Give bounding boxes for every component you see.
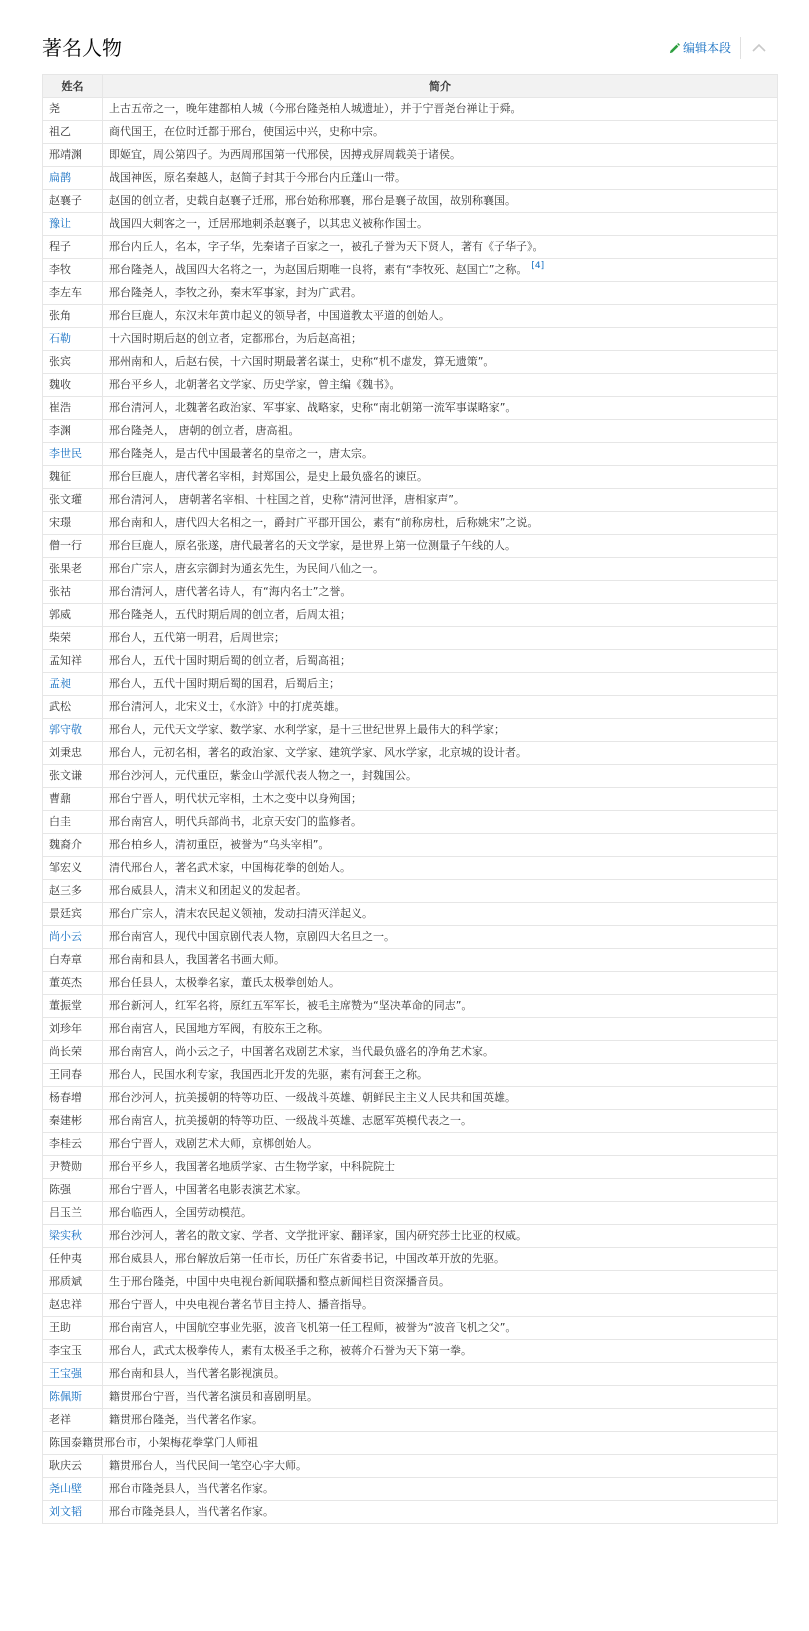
- table-row: [43, 673, 778, 696]
- table-row: [43, 972, 778, 995]
- person-name: 白寿章: [43, 949, 103, 972]
- person-intro: [103, 328, 778, 351]
- person-intro: [103, 259, 778, 282]
- table-row: [43, 581, 778, 604]
- person-intro: [103, 374, 778, 397]
- person-name: 吕玉兰: [43, 1202, 103, 1225]
- table-row: [43, 926, 778, 949]
- person-intro-text: 邢台清河人，北魏著名政治家、军事家、战略家，史称“南北朝第一流军事谋略家”。: [109, 401, 517, 414]
- person-intro: [103, 535, 778, 558]
- person-intro-text: 邢台南宫人，民国地方军阀，有胶东王之称。: [109, 1022, 329, 1035]
- person-name: 尧: [43, 98, 103, 121]
- person-intro: [103, 1409, 778, 1432]
- person-intro-text: 邢台沙河人，抗美援朝的特等功臣、一级战斗英雄、朝鲜民主主义人民共和国英雄。: [109, 1091, 516, 1104]
- table-header-row: [43, 75, 778, 98]
- person-intro-text: 邢台南和县人，我国著名书画大师。: [109, 953, 285, 966]
- table-row: [43, 167, 778, 190]
- table-row: [43, 788, 778, 811]
- person-name: 老祥: [43, 1409, 103, 1432]
- person-intro: [103, 1317, 778, 1340]
- person-intro-text: 邢台广宗人，唐玄宗御封为通玄先生，为民间八仙之一。: [109, 562, 384, 575]
- person-intro: [103, 1202, 778, 1225]
- person-intro: [103, 926, 778, 949]
- table-row: [43, 213, 778, 236]
- table-row: [43, 857, 778, 880]
- table-row: [43, 1110, 778, 1133]
- person-intro-text: 邢台人，元代天文学家、数学家、水利学家，是十三世纪世界上最伟大的科学家；: [109, 723, 505, 736]
- person-name: 程子: [43, 236, 103, 259]
- person-name: 宋璟: [43, 512, 103, 535]
- person-intro-text: 邢台广宗人，清末农民起义领袖，发动扫清灭洋起义。: [109, 907, 373, 920]
- person-intro: [103, 1340, 778, 1363]
- person-name: 崔浩: [43, 397, 103, 420]
- person-intro-text: 邢台南和县人，当代著名影视演员。: [109, 1367, 285, 1380]
- person-intro: [103, 742, 778, 765]
- table-row: [43, 1248, 778, 1271]
- person-intro-text: 邢台威县人，邢台解放后第一任市长，历任广东省委书记，中国改革开放的先驱。: [109, 1252, 505, 1265]
- table-row: [43, 834, 778, 857]
- table-row: [43, 259, 778, 282]
- person-name: 孟知祥: [43, 650, 103, 673]
- person-intro-text: 邢台任县人，太极拳名家，董氏太极拳创始人。: [109, 976, 340, 989]
- person-intro-text: 邢台南宫人，现代中国京剧代表人物，京剧四大名旦之一。: [109, 930, 395, 943]
- table-row: [43, 1455, 778, 1478]
- person-name: 邹宏义: [43, 857, 103, 880]
- person-intro-text: 邢台巨鹿人，唐代著名宰相，封郑国公，是史上最负盛名的谏臣。: [109, 470, 428, 483]
- person-name: 魏收: [43, 374, 103, 397]
- table-row: [43, 1087, 778, 1110]
- person-intro: [103, 880, 778, 903]
- famous-people-table-container: [42, 74, 777, 1524]
- table-row: [43, 374, 778, 397]
- table-row: [43, 1478, 778, 1501]
- table-row: [43, 765, 778, 788]
- person-intro-text: 邢台宁晋人，戏剧艺术大师，京梆创始人。: [109, 1137, 318, 1150]
- table-row: [43, 420, 778, 443]
- table-row: [43, 190, 778, 213]
- person-intro-text: 邢台南和人，唐代四大名相之一，爵封广平郡开国公，素有“前称房杜，后称姚宋”之说。: [109, 516, 539, 529]
- table-body: [43, 98, 778, 1524]
- table-row: [43, 466, 778, 489]
- header-intro: 简介: [103, 75, 778, 98]
- table-row: [43, 650, 778, 673]
- person-name: 张文瓘: [43, 489, 103, 512]
- table-row: [43, 1133, 778, 1156]
- person-intro-text: 邢台清河人， 唐朝著名宰相、十柱国之首，史称“清河世泽，唐相家声”。: [109, 493, 465, 506]
- person-intro-text: 邢台人，五代第一明君，后周世宗；: [109, 631, 285, 644]
- person-name-link[interactable]: 尚小云: [43, 926, 103, 949]
- header-name: 姓名: [43, 75, 103, 98]
- person-name-link[interactable]: 尧山壁: [43, 1478, 103, 1501]
- person-name: 祖乙: [43, 121, 103, 144]
- person-intro-text: 邢台沙河人，著名的散文家、学者、文学批评家、翻译家，国内研究莎士比亚的权威。: [109, 1229, 527, 1242]
- table-row: [43, 995, 778, 1018]
- person-name: 张果老: [43, 558, 103, 581]
- person-intro: [103, 1110, 778, 1133]
- person-name: 张文谦: [43, 765, 103, 788]
- person-intro-text: 邢台宁晋人，中央电视台著名节目主持人、播音指导。: [109, 1298, 373, 1311]
- citation-link[interactable]: [4]: [531, 261, 545, 272]
- person-name: 李渊: [43, 420, 103, 443]
- table-row: [43, 1179, 778, 1202]
- person-name-link[interactable]: 李世民: [43, 443, 103, 466]
- person-intro: [103, 1455, 778, 1478]
- person-intro: [103, 834, 778, 857]
- person-name-link[interactable]: 孟昶: [43, 673, 103, 696]
- person-intro-text: 商代国王，在位时迁都于邢台，使国运中兴，史称中宗。: [109, 125, 384, 138]
- person-intro-text: 邢台威县人，清末义和团起义的发起者。: [109, 884, 307, 897]
- table-row: [43, 443, 778, 466]
- person-name: 尚长荣: [43, 1041, 103, 1064]
- person-name: 张祜: [43, 581, 103, 604]
- person-intro: [103, 1478, 778, 1501]
- person-intro: [103, 1248, 778, 1271]
- person-intro-text: 邢台人，民国水利专家，我国西北开发的先驱，素有河套王之称。: [109, 1068, 428, 1081]
- person-intro: [103, 98, 778, 121]
- edit-section-button[interactable]: [669, 38, 731, 58]
- table-row: [43, 351, 778, 374]
- person-name: 耿庆云: [43, 1455, 103, 1478]
- person-intro: [103, 673, 778, 696]
- person-name: 赵襄子: [43, 190, 103, 213]
- person-intro-text: 邢台平乡人，北朝著名文学家、历史学家，曾主编《魏书》。: [109, 378, 401, 391]
- table-row: [43, 903, 778, 926]
- person-intro: [103, 1041, 778, 1064]
- person-intro-text: 邢台沙河人，元代重臣，紫金山学派代表人物之一，封魏国公。: [109, 769, 417, 782]
- table-row: [43, 1225, 778, 1248]
- person-name: 柴荣: [43, 627, 103, 650]
- person-name: 魏征: [43, 466, 103, 489]
- person-name-link[interactable]: 梁实秋: [43, 1225, 103, 1248]
- table-row: [43, 742, 778, 765]
- edit-section-label: 编辑本段: [682, 41, 731, 55]
- table-row: [43, 719, 778, 742]
- person-intro-text: 即姬宜，周公第四子。为西周邢国第一代邢侯，因搏戎屏周载美于诸侯。: [109, 148, 461, 161]
- person-name-link[interactable]: 郭守敬: [43, 719, 103, 742]
- header-divider: [740, 37, 741, 59]
- person-intro-text: 邢台南宫人，抗美援朝的特等功臣、一级战斗英雄、志愿军英模代表之一。: [109, 1114, 472, 1127]
- person-name: 刘秉忠: [43, 742, 103, 765]
- person-name: 赵三多: [43, 880, 103, 903]
- person-intro-text: 上古五帝之一，晚年建都柏人城（今邢台隆尧柏人城遗址），并于宁晋尧台禅让于舜。: [109, 102, 522, 115]
- person-intro-text: 籍贯邢台人，当代民间一笔空心字大师。: [109, 1459, 307, 1472]
- person-intro: [103, 489, 778, 512]
- table-row: [43, 144, 778, 167]
- section-title: 著名人物: [42, 36, 122, 60]
- table-row: [43, 1409, 778, 1432]
- person-name: 任仲夷: [43, 1248, 103, 1271]
- person-name: 李宝玉: [43, 1340, 103, 1363]
- person-intro: [103, 190, 778, 213]
- person-intro: [103, 1294, 778, 1317]
- person-name: 邢靖渊: [43, 144, 103, 167]
- person-intro-text: 邢台宁晋人，中国著名电影表演艺术家。: [109, 1183, 307, 1196]
- table-row: [43, 811, 778, 834]
- person-name: 赵忠祥: [43, 1294, 103, 1317]
- table-row: [43, 627, 778, 650]
- table-row: [43, 397, 778, 420]
- person-name: 杨春增: [43, 1087, 103, 1110]
- person-intro: [103, 972, 778, 995]
- table-row: [43, 121, 778, 144]
- person-name: 张宾: [43, 351, 103, 374]
- person-intro: [103, 765, 778, 788]
- person-intro: [103, 420, 778, 443]
- table-row: [43, 1271, 778, 1294]
- person-intro: [103, 558, 778, 581]
- person-name: 僧一行: [43, 535, 103, 558]
- person-intro-text: 十六国时期后赵的创立者，定都邢台，为后赵高祖；: [109, 332, 362, 345]
- person-name: 曹鼐: [43, 788, 103, 811]
- person-intro-text: 邢台巨鹿人，东汉末年黄巾起义的领导者，中国道教太平道的创始人。: [109, 309, 450, 322]
- person-name: 董英杰: [43, 972, 103, 995]
- person-intro-text: 赵国的创立者，史载自赵襄子迁邢，邢台始称邢襄，邢台是襄子故国，故别称襄国。: [109, 194, 516, 207]
- person-name-link[interactable]: 豫让: [43, 213, 103, 236]
- table-row: [43, 512, 778, 535]
- person-name: 王助: [43, 1317, 103, 1340]
- person-intro-text: 邢州南和人，后赵右侯，十六国时期最著名谋士，史称“机不虚发，算无遗策”。: [109, 355, 495, 368]
- person-intro: [103, 719, 778, 742]
- person-intro-text: 邢台人，五代十国时期后蜀的国君，后蜀后主；: [109, 677, 340, 690]
- table-row: [43, 305, 778, 328]
- person-intro-text: 邢台人，元初名相，著名的政治家、文学家、建筑学家、风水学家，北京城的设计者。: [109, 746, 527, 759]
- person-intro: [103, 1386, 778, 1409]
- person-name-link[interactable]: 石勒: [43, 328, 103, 351]
- table-row: [43, 535, 778, 558]
- person-intro-text: 籍贯邢台隆尧，当代著名作家。: [109, 1413, 263, 1426]
- person-name: 陈强: [43, 1179, 103, 1202]
- table-row: [43, 1317, 778, 1340]
- person-intro: [103, 282, 778, 305]
- person-intro: [103, 811, 778, 834]
- person-intro: [103, 949, 778, 972]
- table-row: [43, 1202, 778, 1225]
- person-name: 秦建彬: [43, 1110, 103, 1133]
- table-row: [43, 1294, 778, 1317]
- person-intro: [103, 351, 778, 374]
- table-row: [43, 558, 778, 581]
- person-intro: [103, 627, 778, 650]
- table-row: [43, 98, 778, 121]
- person-intro-text: 邢台隆尧人，李牧之孙，秦末军事家，封为广武君。: [109, 286, 362, 299]
- person-intro: [103, 397, 778, 420]
- person-intro: [103, 650, 778, 673]
- table-row: [43, 1018, 778, 1041]
- person-intro: [103, 466, 778, 489]
- famous-people-table: [42, 74, 778, 1524]
- person-intro-text: 邢台清河人，唐代著名诗人，有“海内名士”之誉。: [109, 585, 352, 598]
- person-intro: [103, 1156, 778, 1179]
- person-intro-text: 邢台柏乡人，清初重臣，被誉为“乌头宰相”。: [109, 838, 330, 851]
- table-row: [43, 282, 778, 305]
- row-combined-cell: 陈国泰籍贯邢台市，小架梅花拳掌门人师祖: [43, 1432, 778, 1455]
- person-intro: [103, 1087, 778, 1110]
- person-intro-text: 邢台市隆尧县人，当代著名作家。: [109, 1482, 274, 1495]
- person-name-link[interactable]: 王宝强: [43, 1363, 103, 1386]
- chevron-up-icon: [747, 36, 771, 60]
- person-intro-text: 邢台临西人，全国劳动模范。: [109, 1206, 252, 1219]
- person-intro-text: 邢台人，武式太极拳传人，素有太极圣手之称，被蒋介石誉为天下第一拳。: [109, 1344, 472, 1357]
- table-row: [43, 1386, 778, 1409]
- person-intro-text: 籍贯邢台宁晋，当代著名演员和喜剧明星。: [109, 1390, 318, 1403]
- table-row: [43, 1064, 778, 1087]
- table-row: [43, 328, 778, 351]
- pencil-icon: [669, 43, 680, 54]
- person-name: 尹赞勋: [43, 1156, 103, 1179]
- person-intro: [103, 1363, 778, 1386]
- person-intro: [103, 1225, 778, 1248]
- section-header: [42, 34, 777, 64]
- person-intro: [103, 443, 778, 466]
- person-intro: [103, 1064, 778, 1087]
- person-intro: [103, 213, 778, 236]
- person-name: 武松: [43, 696, 103, 719]
- person-intro: [103, 995, 778, 1018]
- person-intro: [103, 167, 778, 190]
- person-intro-text: 战国神医，原名秦越人，赵简子封其于今邢台内丘蓬山一带。: [109, 171, 406, 184]
- table-row: [43, 1432, 778, 1455]
- person-name: 邢质斌: [43, 1271, 103, 1294]
- person-name: 魏裔介: [43, 834, 103, 857]
- person-name: 王同春: [43, 1064, 103, 1087]
- person-intro-text: 邢台南宫人，中国航空事业先驱，波音飞机第一任工程师，被誉为“波音飞机之父”。: [109, 1321, 517, 1334]
- table-row: [43, 604, 778, 627]
- table-row: [43, 1041, 778, 1064]
- person-intro-text: 邢台巨鹿人，原名张遂，唐代最著名的天文学家，是世界上第一位测量子午线的人。: [109, 539, 516, 552]
- table-row: [43, 880, 778, 903]
- person-intro: [103, 1271, 778, 1294]
- person-intro-text: 邢台内丘人，名本，字子华，先秦诸子百家之一，被孔子誉为天下贤人，著有《子华子》。: [109, 240, 544, 253]
- person-intro-text: 邢台隆尧人， 唐朝的创立者，唐高祖。: [109, 424, 300, 437]
- table-row: [43, 1156, 778, 1179]
- person-name-link[interactable]: 扁鹊: [43, 167, 103, 190]
- person-intro-text: 邢台隆尧人，是古代中国最著名的皇帝之一，唐太宗。: [109, 447, 373, 460]
- person-intro-text: 邢台市隆尧县人，当代著名作家。: [109, 1505, 274, 1518]
- person-intro: [103, 903, 778, 926]
- person-intro: [103, 236, 778, 259]
- person-intro-text: 邢台南宫人，尚小云之子，中国著名戏剧艺术家，当代最负盛名的净角艺术家。: [109, 1045, 494, 1058]
- table-row: [43, 236, 778, 259]
- person-name: 董振堂: [43, 995, 103, 1018]
- person-intro: [103, 1501, 778, 1524]
- person-intro-text: 战国四大刺客之一，迁居邢地刺杀赵襄子，以其忠义被称作国士。: [109, 217, 428, 230]
- person-intro: [103, 581, 778, 604]
- person-intro-text: 邢台平乡人，我国著名地质学家、古生物学家，中科院院士: [109, 1160, 395, 1173]
- person-intro-text: 邢台人，五代十国时期后蜀的创立者，后蜀高祖；: [109, 654, 351, 667]
- person-intro-text: 邢台宁晋人，明代状元宰相，土木之变中以身殉国；: [109, 792, 362, 805]
- table-row: [43, 696, 778, 719]
- person-name: 李左车: [43, 282, 103, 305]
- table-row: [43, 1340, 778, 1363]
- person-intro: [103, 604, 778, 627]
- person-name: 李牧: [43, 259, 103, 282]
- person-name: 白圭: [43, 811, 103, 834]
- person-name: 李桂云: [43, 1133, 103, 1156]
- person-intro-text: 邢台南宫人，明代兵部尚书，北京天安门的监修者。: [109, 815, 362, 828]
- person-intro: [103, 305, 778, 328]
- table-row: [43, 1501, 778, 1524]
- person-intro-text: 清代邢台人，著名武术家，中国梅花拳的创始人。: [109, 861, 351, 874]
- person-intro: [103, 1133, 778, 1156]
- person-intro: [103, 696, 778, 719]
- person-intro: [103, 144, 778, 167]
- person-intro-text: 邢台新河人，红军名将，原红五军军长，被毛主席赞为“坚决革命的同志”。: [109, 999, 473, 1012]
- person-name-link[interactable]: 刘文韬: [43, 1501, 103, 1524]
- person-name: 张角: [43, 305, 103, 328]
- person-intro: [103, 512, 778, 535]
- person-intro: [103, 121, 778, 144]
- collapse-section-button[interactable]: [747, 36, 771, 60]
- table-row: [43, 489, 778, 512]
- person-intro-text: 邢台清河人，北宋义士，《水浒》中的打虎英雄。: [109, 700, 346, 713]
- person-intro-text: 邢台隆尧人，战国四大名将之一，为赵国后期唯一良将，素有“李牧死、赵国亡”之称。: [109, 263, 528, 276]
- person-intro-text: 邢台隆尧人，五代时期后周的创立者，后周太祖；: [109, 608, 351, 621]
- person-intro: [103, 788, 778, 811]
- person-intro: [103, 1179, 778, 1202]
- person-name-link[interactable]: 陈佩斯: [43, 1386, 103, 1409]
- person-name: 郭威: [43, 604, 103, 627]
- person-intro-text: 生于邢台隆尧，中国中央电视台新闻联播和整点新闻栏目资深播音员。: [109, 1275, 450, 1288]
- person-name: 景廷宾: [43, 903, 103, 926]
- table-row: [43, 949, 778, 972]
- person-intro: [103, 857, 778, 880]
- table-row: [43, 1363, 778, 1386]
- person-intro: [103, 1018, 778, 1041]
- person-name: 刘珍年: [43, 1018, 103, 1041]
